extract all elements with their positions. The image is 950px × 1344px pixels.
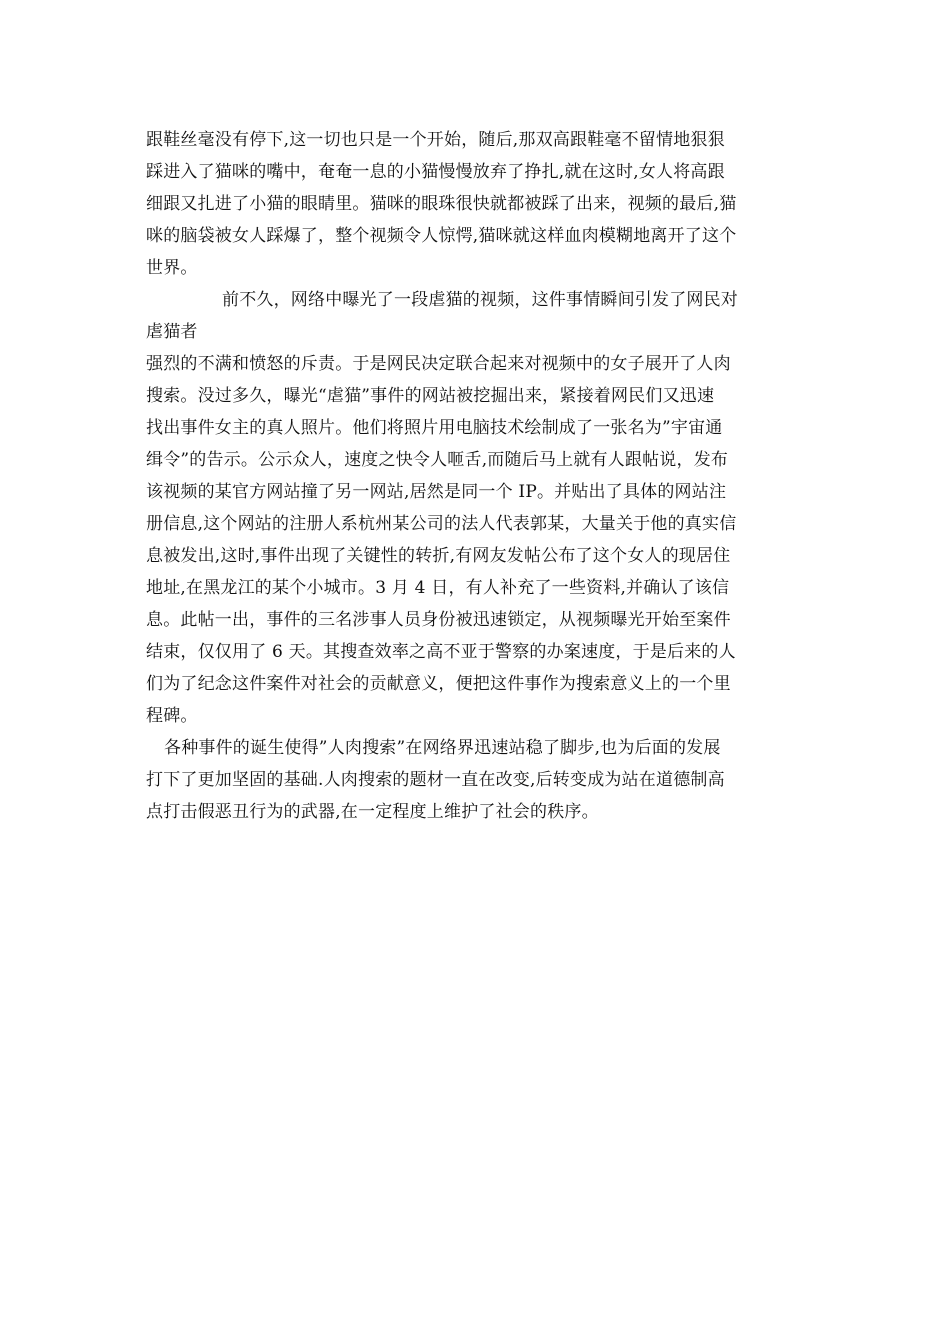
text-line: 虐猫者 bbox=[146, 322, 198, 342]
paragraph-1 bbox=[146, 124, 808, 284]
text-line: 息被发出,这时,事件出现了关键性的转折,有网友发帖公布了这个女人的现居住 bbox=[146, 546, 731, 566]
text-line: 踩进入了猫咪的嘴中，奄奄一息的小猫慢慢放弃了挣扎,就在这时,女人将高跟 bbox=[146, 162, 725, 182]
text-line: 找出事件女主的真人照片。他们将照片用电脑技术绘制成了一张名为”宇宙通 bbox=[146, 418, 723, 438]
text-line: 跟鞋丝毫没有停下,这一切也只是一个开始，随后,那双高跟鞋毫不留情地狠狠 bbox=[146, 130, 725, 150]
text-line: 细跟又扎进了小猫的眼睛里。猫咪的眼珠很快就都被踩了出来，视频的最后,猫 bbox=[146, 194, 737, 214]
text-line: 地址,在黑龙江的某个小城市。3 月 4 日，有人补充了一些资料,并确认了该信 bbox=[146, 578, 730, 598]
document-body bbox=[146, 124, 808, 828]
text-line: 程碑。 bbox=[146, 706, 198, 726]
text-line: 世界。 bbox=[146, 258, 198, 278]
text-line: 们为了纪念这件案件对社会的贡献意义，便把这件事作为搜索意义上的一个里 bbox=[146, 674, 731, 694]
text-line: 息。此帖一出，事件的三名涉事人员身份被迅速锁定，从视频曝光开始至案件 bbox=[146, 610, 731, 630]
text-line: 咪的脑袋被女人踩爆了，整个视频令人惊愕,猫咪就这样血肉模糊地离开了这个 bbox=[146, 226, 737, 246]
text-line: 点打击假恶丑行为的武器,在一定程度上维护了社会的秩序。 bbox=[146, 802, 599, 822]
text-line: 前不久，网络中曝光了一段虐猫的视频，这件事情瞬间引发了网民对 bbox=[222, 290, 738, 310]
text-line: 结束，仅仅用了 6 天。其搜查效率之高不亚于警察的办案速度，于是后来的人 bbox=[146, 642, 736, 662]
text-line: 册信息,这个网站的注册人系杭州某公司的法人代表郭某，大量关于他的真实信 bbox=[146, 514, 737, 534]
text-line: 该视频的某官方网站撞了另一网站,居然是同一个 IP。并贴出了具体的网站注 bbox=[146, 482, 727, 502]
text-line: 搜索。没过多久，曝光“虐猫”事件的网站被挖掘出来，紧接着网民们又迅速 bbox=[146, 386, 715, 406]
text-line: 强烈的不满和愤怒的斥责。于是网民决定联合起来对视频中的女子展开了人肉 bbox=[146, 354, 731, 374]
text-line: 缉令”的告示。公示众人，速度之快令人咂舌,而随后马上就有人跟帖说，发布 bbox=[146, 450, 729, 470]
text-line: 打下了更加坚固的基础.人肉搜索的题材一直在改变,后转变成为站在道德制高 bbox=[146, 770, 725, 790]
paragraph-3 bbox=[146, 732, 808, 828]
paragraph-2 bbox=[146, 284, 808, 732]
text-line: 各种事件的诞生使得”人肉搜索”在网络界迅速站稳了脚步,也为后面的发展 bbox=[164, 738, 721, 758]
